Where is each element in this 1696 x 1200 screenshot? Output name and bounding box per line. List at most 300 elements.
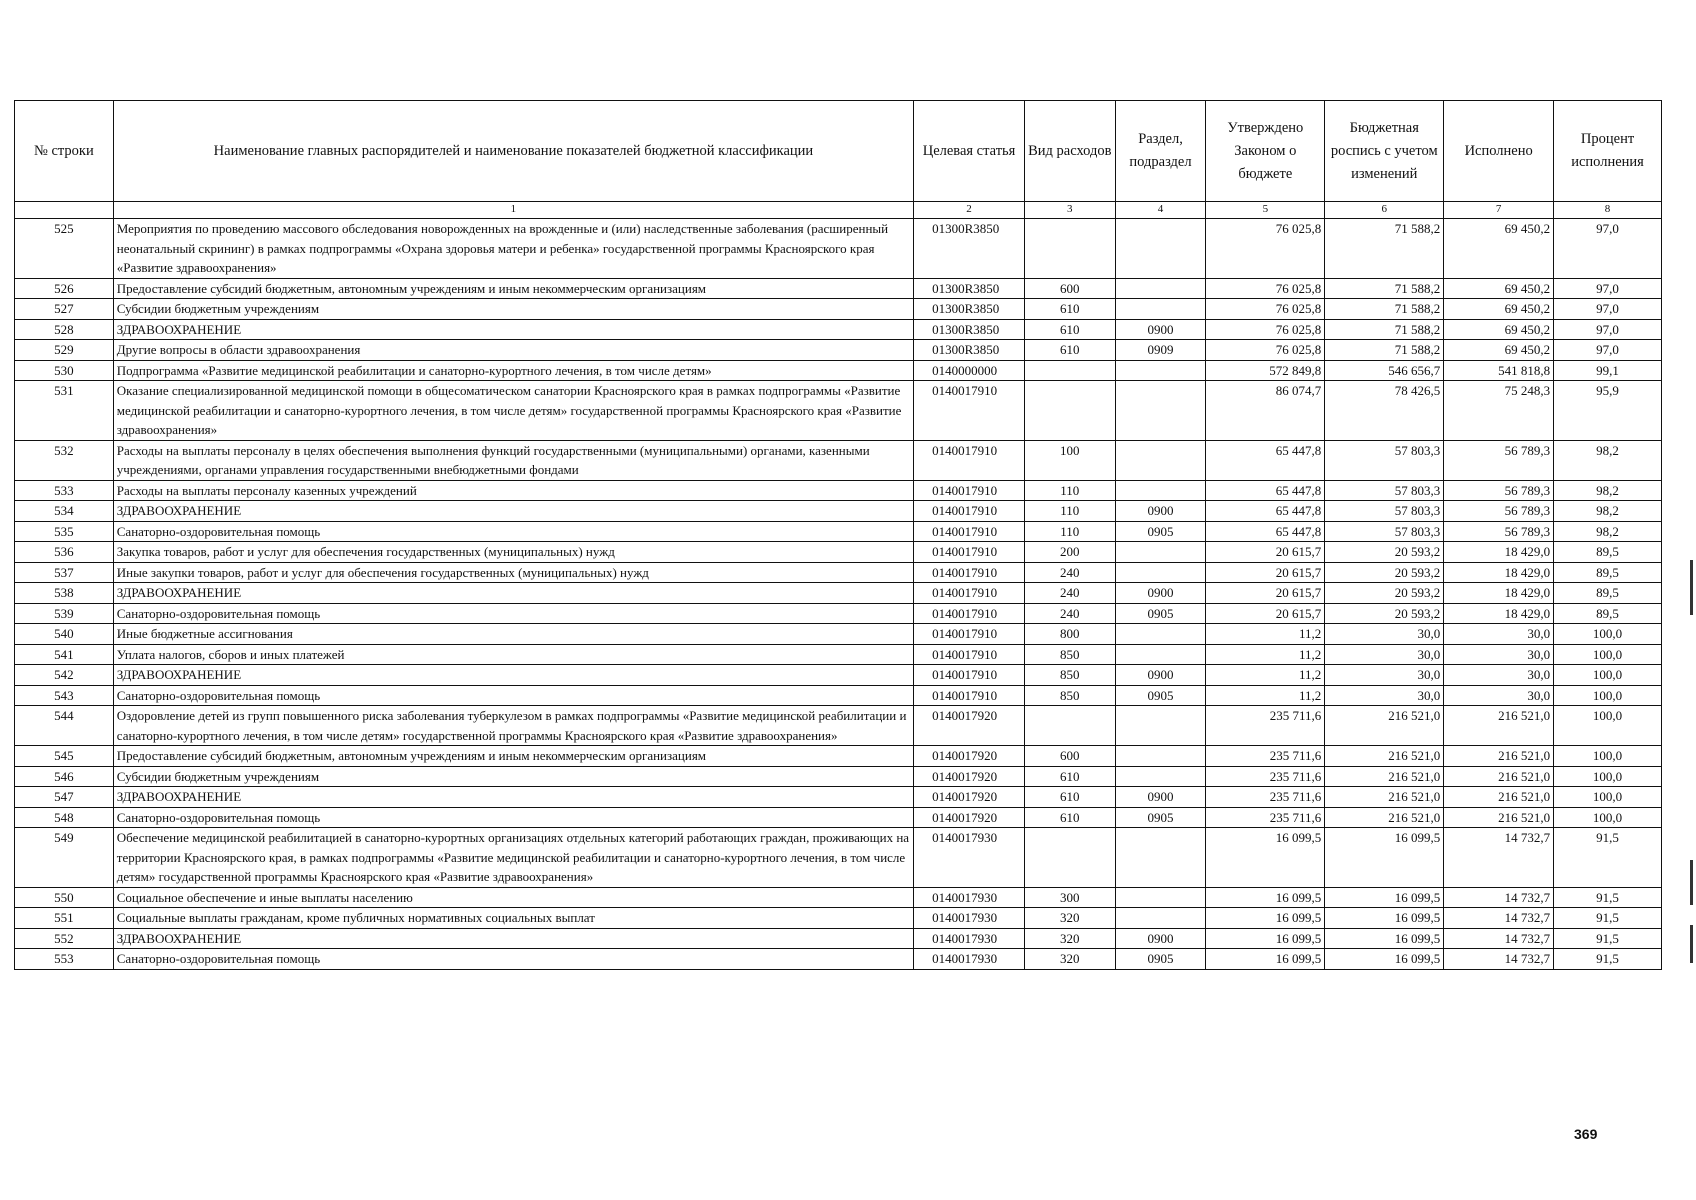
section-code: 0905: [1115, 807, 1206, 828]
row-number: 548: [15, 807, 114, 828]
approved-amount: 16 099,5: [1206, 887, 1325, 908]
executed-amount: 56 789,3: [1444, 521, 1554, 542]
execution-percent: 91,5: [1554, 828, 1662, 888]
expense-type-code: 110: [1024, 480, 1115, 501]
expense-type-code: 610: [1024, 787, 1115, 808]
approved-amount: 16 099,5: [1206, 928, 1325, 949]
table-row: [15, 603, 1662, 624]
schedule-amount: 30,0: [1325, 685, 1444, 706]
section-code: [1115, 381, 1206, 441]
row-number: 534: [15, 501, 114, 522]
indicator-name: Социальные выплаты гражданам, кроме публичных нормативных социальных выплат: [113, 908, 913, 929]
target-article-code: 01300R3850: [914, 340, 1025, 361]
executed-amount: 216 521,0: [1444, 766, 1554, 787]
table-row: [15, 644, 1662, 665]
execution-percent: 91,5: [1554, 908, 1662, 929]
expense-type-code: 200: [1024, 542, 1115, 563]
approved-amount: 65 447,8: [1206, 501, 1325, 522]
indicator-name: Оказание специализированной медицинской помощи в общесоматическом санатории Красноярского края в рамках подпрограммы «Развитие медицинской реабилитации и санаторно-курортного лечения, в том числе детям» государственной программы Красноярского края «Развитие здравоохранения»: [113, 381, 913, 441]
execution-percent: 97,0: [1554, 219, 1662, 279]
page-number: 369: [1574, 1126, 1598, 1142]
execution-percent: 100,0: [1554, 685, 1662, 706]
header-budget-schedule: Бюджетная роспись с учетом изменений: [1325, 101, 1444, 202]
executed-amount: 216 521,0: [1444, 706, 1554, 746]
schedule-amount: 71 588,2: [1325, 219, 1444, 279]
row-number: 529: [15, 340, 114, 361]
schedule-amount: 20 593,2: [1325, 542, 1444, 563]
header-percent: Процент исполнения: [1554, 101, 1662, 202]
indicator-name: Предоставление субсидий бюджетным, автономным учреждениям и иным некоммерческим организациям: [113, 746, 913, 767]
table-row: [15, 360, 1662, 381]
column-number: 8: [1554, 202, 1662, 219]
execution-percent: 100,0: [1554, 706, 1662, 746]
executed-amount: 30,0: [1444, 644, 1554, 665]
target-article-code: 0140017910: [914, 644, 1025, 665]
approved-amount: 20 615,7: [1206, 603, 1325, 624]
row-number: 526: [15, 278, 114, 299]
row-number: 541: [15, 644, 114, 665]
expense-type-code: 610: [1024, 340, 1115, 361]
section-code: [1115, 887, 1206, 908]
schedule-amount: 71 588,2: [1325, 278, 1444, 299]
execution-percent: 99,1: [1554, 360, 1662, 381]
section-code: 0900: [1115, 787, 1206, 808]
target-article-code: 01300R3850: [914, 319, 1025, 340]
row-number: 530: [15, 360, 114, 381]
target-article-code: 01300R3850: [914, 278, 1025, 299]
indicator-name: Уплата налогов, сборов и иных платежей: [113, 644, 913, 665]
executed-amount: 30,0: [1444, 624, 1554, 645]
table-row: [15, 340, 1662, 361]
executed-amount: 541 818,8: [1444, 360, 1554, 381]
executed-amount: 18 429,0: [1444, 583, 1554, 604]
row-number: 546: [15, 766, 114, 787]
target-article-code: 0140017910: [914, 521, 1025, 542]
executed-amount: 14 732,7: [1444, 949, 1554, 970]
schedule-amount: 30,0: [1325, 624, 1444, 645]
target-article-code: 0140017920: [914, 746, 1025, 767]
indicator-name: Субсидии бюджетным учреждениям: [113, 766, 913, 787]
section-code: [1115, 746, 1206, 767]
column-number: 1: [113, 202, 913, 219]
table-row: [15, 319, 1662, 340]
schedule-amount: 16 099,5: [1325, 908, 1444, 929]
executed-amount: 69 450,2: [1444, 278, 1554, 299]
schedule-amount: 216 521,0: [1325, 706, 1444, 746]
indicator-name: Оздоровление детей из групп повышенного риска заболевания туберкулезом в рамках подпрограммы «Развитие медицинской реабилитации и санаторно-курортного лечения, в том числе детям» государственной программы Красноярского края «Развитие здравоохранения»: [113, 706, 913, 746]
execution-percent: 97,0: [1554, 319, 1662, 340]
row-number: 547: [15, 787, 114, 808]
indicator-name: ЗДРАВООХРАНЕНИЕ: [113, 787, 913, 808]
section-code: [1115, 706, 1206, 746]
approved-amount: 76 025,8: [1206, 219, 1325, 279]
execution-percent: 100,0: [1554, 644, 1662, 665]
target-article-code: 0140017920: [914, 706, 1025, 746]
execution-percent: 98,2: [1554, 521, 1662, 542]
row-number: 545: [15, 746, 114, 767]
target-article-code: 0140017910: [914, 583, 1025, 604]
table-row: [15, 665, 1662, 686]
row-number: 527: [15, 299, 114, 320]
approved-amount: 16 099,5: [1206, 949, 1325, 970]
approved-amount: 235 711,6: [1206, 807, 1325, 828]
executed-amount: 216 521,0: [1444, 746, 1554, 767]
schedule-amount: 16 099,5: [1325, 887, 1444, 908]
target-article-code: 0140017910: [914, 624, 1025, 645]
execution-percent: 91,5: [1554, 887, 1662, 908]
execution-percent: 89,5: [1554, 562, 1662, 583]
indicator-name: Субсидии бюджетным учреждениям: [113, 299, 913, 320]
schedule-amount: 546 656,7: [1325, 360, 1444, 381]
executed-amount: 18 429,0: [1444, 542, 1554, 563]
executed-amount: 30,0: [1444, 685, 1554, 706]
header-expense-type: Вид расходов: [1024, 101, 1115, 202]
indicator-name: ЗДРАВООХРАНЕНИЕ: [113, 319, 913, 340]
target-article-code: 0140017930: [914, 887, 1025, 908]
executed-amount: 216 521,0: [1444, 787, 1554, 808]
section-code: [1115, 299, 1206, 320]
schedule-amount: 71 588,2: [1325, 340, 1444, 361]
row-number: 553: [15, 949, 114, 970]
column-number: 4: [1115, 202, 1206, 219]
expense-type-code: 110: [1024, 501, 1115, 522]
row-number: 536: [15, 542, 114, 563]
execution-percent: 100,0: [1554, 665, 1662, 686]
table-row: [15, 440, 1662, 480]
approved-amount: 235 711,6: [1206, 706, 1325, 746]
execution-percent: 100,0: [1554, 807, 1662, 828]
indicator-name: Социальное обеспечение и иные выплаты населению: [113, 887, 913, 908]
target-article-code: 01300R3850: [914, 299, 1025, 320]
table-row: [15, 299, 1662, 320]
schedule-amount: 216 521,0: [1325, 787, 1444, 808]
approved-amount: 235 711,6: [1206, 746, 1325, 767]
section-code: [1115, 766, 1206, 787]
expense-type-code: [1024, 381, 1115, 441]
row-number: 528: [15, 319, 114, 340]
section-code: [1115, 278, 1206, 299]
section-code: [1115, 562, 1206, 583]
indicator-name: Иные бюджетные ассигнования: [113, 624, 913, 645]
row-number: 542: [15, 665, 114, 686]
table-row: [15, 706, 1662, 746]
expense-type-code: 300: [1024, 887, 1115, 908]
expense-type-code: 610: [1024, 299, 1115, 320]
execution-percent: 100,0: [1554, 624, 1662, 645]
executed-amount: 56 789,3: [1444, 501, 1554, 522]
schedule-amount: 20 593,2: [1325, 583, 1444, 604]
section-code: 0900: [1115, 501, 1206, 522]
approved-amount: 86 074,7: [1206, 381, 1325, 441]
approved-amount: 11,2: [1206, 644, 1325, 665]
table-row: [15, 787, 1662, 808]
target-article-code: 0140017930: [914, 908, 1025, 929]
target-article-code: 0140017910: [914, 381, 1025, 441]
executed-amount: 69 450,2: [1444, 340, 1554, 361]
indicator-name: Обеспечение медицинской реабилитацией в санаторно-курортных организациях отдельных категорий работающих граждан, проживающих на территории Красноярского края, в рамках подпрограммы «Развитие медицинской реабилитации и санаторно-курортного лечения, в том числе детям» государственной программы Красноярского края «Развитие здравоохранения»: [113, 828, 913, 888]
row-number: 533: [15, 480, 114, 501]
approved-amount: 20 615,7: [1206, 562, 1325, 583]
executed-amount: 75 248,3: [1444, 381, 1554, 441]
table-row: [15, 501, 1662, 522]
execution-percent: 97,0: [1554, 278, 1662, 299]
executed-amount: 69 450,2: [1444, 319, 1554, 340]
executed-amount: 56 789,3: [1444, 440, 1554, 480]
table-row: [15, 278, 1662, 299]
section-code: [1115, 624, 1206, 645]
expense-type-code: [1024, 219, 1115, 279]
target-article-code: 0140017910: [914, 542, 1025, 563]
expense-type-code: 610: [1024, 807, 1115, 828]
executed-amount: 14 732,7: [1444, 887, 1554, 908]
approved-amount: 11,2: [1206, 665, 1325, 686]
executed-amount: 30,0: [1444, 665, 1554, 686]
execution-percent: 100,0: [1554, 766, 1662, 787]
executed-amount: 69 450,2: [1444, 299, 1554, 320]
table-row: [15, 746, 1662, 767]
section-code: 0900: [1115, 928, 1206, 949]
header-row-no: № строки: [15, 101, 114, 202]
section-code: 0909: [1115, 340, 1206, 361]
indicator-name: Санаторно-оздоровительная помощь: [113, 603, 913, 624]
section-code: [1115, 828, 1206, 888]
schedule-amount: 57 803,3: [1325, 480, 1444, 501]
column-number: 3: [1024, 202, 1115, 219]
table-row: [15, 685, 1662, 706]
indicator-name: Расходы на выплаты персоналу казенных учреждений: [113, 480, 913, 501]
table-row: [15, 887, 1662, 908]
indicator-name: ЗДРАВООХРАНЕНИЕ: [113, 583, 913, 604]
executed-amount: 14 732,7: [1444, 928, 1554, 949]
target-article-code: 0140017910: [914, 501, 1025, 522]
executed-amount: 56 789,3: [1444, 480, 1554, 501]
executed-amount: 18 429,0: [1444, 562, 1554, 583]
section-code: [1115, 360, 1206, 381]
section-code: [1115, 908, 1206, 929]
executed-amount: 69 450,2: [1444, 219, 1554, 279]
scan-edge-mark: [1690, 925, 1693, 963]
schedule-amount: 16 099,5: [1325, 928, 1444, 949]
section-code: 0905: [1115, 685, 1206, 706]
expense-type-code: 320: [1024, 928, 1115, 949]
table-row: [15, 583, 1662, 604]
schedule-amount: 30,0: [1325, 644, 1444, 665]
table-row: [15, 624, 1662, 645]
expense-type-code: 100: [1024, 440, 1115, 480]
section-code: 0905: [1115, 603, 1206, 624]
column-number-row: [15, 202, 1662, 219]
execution-percent: 98,2: [1554, 501, 1662, 522]
expense-type-code: 110: [1024, 521, 1115, 542]
target-article-code: 0140000000: [914, 360, 1025, 381]
indicator-name: Предоставление субсидий бюджетным, автономным учреждениям и иным некоммерческим организациям: [113, 278, 913, 299]
target-article-code: 0140017930: [914, 949, 1025, 970]
approved-amount: 76 025,8: [1206, 319, 1325, 340]
approved-amount: 11,2: [1206, 685, 1325, 706]
expense-type-code: 800: [1024, 624, 1115, 645]
target-article-code: 0140017910: [914, 480, 1025, 501]
row-number: 539: [15, 603, 114, 624]
header-approved: Утверждено Законом о бюджете: [1206, 101, 1325, 202]
row-number: 544: [15, 706, 114, 746]
column-number: 6: [1325, 202, 1444, 219]
target-article-code: 0140017930: [914, 928, 1025, 949]
execution-percent: 89,5: [1554, 542, 1662, 563]
header-target-article: Целевая статья: [914, 101, 1025, 202]
execution-percent: 100,0: [1554, 746, 1662, 767]
executed-amount: 14 732,7: [1444, 908, 1554, 929]
executed-amount: 216 521,0: [1444, 807, 1554, 828]
table-body: [15, 219, 1662, 970]
target-article-code: 0140017910: [914, 665, 1025, 686]
row-number: 531: [15, 381, 114, 441]
row-number: 540: [15, 624, 114, 645]
expense-type-code: 320: [1024, 949, 1115, 970]
execution-percent: 89,5: [1554, 583, 1662, 604]
section-code: 0900: [1115, 583, 1206, 604]
indicator-name: Закупка товаров, работ и услуг для обеспечения государственных (муниципальных) нужд: [113, 542, 913, 563]
row-number: 535: [15, 521, 114, 542]
expense-type-code: 600: [1024, 278, 1115, 299]
approved-amount: 572 849,8: [1206, 360, 1325, 381]
indicator-name: Санаторно-оздоровительная помощь: [113, 949, 913, 970]
schedule-amount: 57 803,3: [1325, 501, 1444, 522]
indicator-name: Подпрограмма «Развитие медицинской реабилитации и санаторно-курортного лечения, в том числе детям»: [113, 360, 913, 381]
execution-percent: 91,5: [1554, 949, 1662, 970]
expense-type-code: 610: [1024, 766, 1115, 787]
approved-amount: 65 447,8: [1206, 521, 1325, 542]
target-article-code: 0140017920: [914, 787, 1025, 808]
schedule-amount: 20 593,2: [1325, 562, 1444, 583]
row-number: 543: [15, 685, 114, 706]
indicator-name: Санаторно-оздоровительная помощь: [113, 521, 913, 542]
indicator-name: ЗДРАВООХРАНЕНИЕ: [113, 501, 913, 522]
section-code: [1115, 480, 1206, 501]
row-number: 552: [15, 928, 114, 949]
section-code: 0900: [1115, 319, 1206, 340]
row-number: 525: [15, 219, 114, 279]
section-code: [1115, 644, 1206, 665]
schedule-amount: 20 593,2: [1325, 603, 1444, 624]
table-row: [15, 521, 1662, 542]
indicator-name: Другие вопросы в области здравоохранения: [113, 340, 913, 361]
executed-amount: 18 429,0: [1444, 603, 1554, 624]
table-row: [15, 480, 1662, 501]
column-number: [15, 202, 114, 219]
expense-type-code: 320: [1024, 908, 1115, 929]
table-row: [15, 928, 1662, 949]
table-row: [15, 562, 1662, 583]
schedule-amount: 78 426,5: [1325, 381, 1444, 441]
approved-amount: 235 711,6: [1206, 787, 1325, 808]
schedule-amount: 71 588,2: [1325, 299, 1444, 320]
header-name: Наименование главных распорядителей и наименование показателей бюджетной классификации: [113, 101, 913, 202]
table-row: [15, 949, 1662, 970]
schedule-amount: 57 803,3: [1325, 521, 1444, 542]
execution-percent: 98,2: [1554, 480, 1662, 501]
approved-amount: 235 711,6: [1206, 766, 1325, 787]
indicator-name: Санаторно-оздоровительная помощь: [113, 807, 913, 828]
target-article-code: 0140017920: [914, 766, 1025, 787]
schedule-amount: 216 521,0: [1325, 807, 1444, 828]
section-code: [1115, 440, 1206, 480]
table-row: [15, 381, 1662, 441]
row-number: 537: [15, 562, 114, 583]
execution-percent: 91,5: [1554, 928, 1662, 949]
row-number: 549: [15, 828, 114, 888]
indicator-name: Санаторно-оздоровительная помощь: [113, 685, 913, 706]
approved-amount: 76 025,8: [1206, 278, 1325, 299]
table-row: [15, 219, 1662, 279]
target-article-code: 0140017910: [914, 685, 1025, 706]
execution-percent: 100,0: [1554, 787, 1662, 808]
execution-percent: 89,5: [1554, 603, 1662, 624]
expense-type-code: 600: [1024, 746, 1115, 767]
expense-type-code: 850: [1024, 665, 1115, 686]
row-number: 550: [15, 887, 114, 908]
table-row: [15, 828, 1662, 888]
indicator-name: Расходы на выплаты персоналу в целях обеспечения выполнения функций государственными (муниципальными) органами, казенными учреждениями, органами управления государственными внебюджетными фондами: [113, 440, 913, 480]
row-number: 551: [15, 908, 114, 929]
table-row: [15, 542, 1662, 563]
execution-percent: 98,2: [1554, 440, 1662, 480]
column-number: 7: [1444, 202, 1554, 219]
target-article-code: 01300R3850: [914, 219, 1025, 279]
scan-edge-mark: [1690, 860, 1693, 905]
expense-type-code: 240: [1024, 603, 1115, 624]
approved-amount: 76 025,8: [1206, 299, 1325, 320]
schedule-amount: 57 803,3: [1325, 440, 1444, 480]
target-article-code: 0140017910: [914, 562, 1025, 583]
target-article-code: 0140017930: [914, 828, 1025, 888]
approved-amount: 65 447,8: [1206, 440, 1325, 480]
approved-amount: 20 615,7: [1206, 583, 1325, 604]
schedule-amount: 216 521,0: [1325, 766, 1444, 787]
execution-percent: 97,0: [1554, 340, 1662, 361]
expense-type-code: 240: [1024, 583, 1115, 604]
target-article-code: 0140017910: [914, 603, 1025, 624]
column-number: 5: [1206, 202, 1325, 219]
schedule-amount: 216 521,0: [1325, 746, 1444, 767]
scan-edge-mark: [1690, 560, 1693, 615]
expense-type-code: [1024, 706, 1115, 746]
table-header-row: [15, 101, 1662, 202]
approved-amount: 16 099,5: [1206, 908, 1325, 929]
expense-type-code: 240: [1024, 562, 1115, 583]
table-row: [15, 807, 1662, 828]
section-code: 0900: [1115, 665, 1206, 686]
section-code: [1115, 542, 1206, 563]
executed-amount: 14 732,7: [1444, 828, 1554, 888]
execution-percent: 97,0: [1554, 299, 1662, 320]
column-number: 2: [914, 202, 1025, 219]
expense-type-code: 850: [1024, 685, 1115, 706]
table-row: [15, 766, 1662, 787]
header-executed: Исполнено: [1444, 101, 1554, 202]
target-article-code: 0140017910: [914, 440, 1025, 480]
section-code: [1115, 219, 1206, 279]
expense-type-code: 850: [1024, 644, 1115, 665]
execution-percent: 95,9: [1554, 381, 1662, 441]
budget-table: [14, 100, 1662, 970]
schedule-amount: 16 099,5: [1325, 828, 1444, 888]
schedule-amount: 16 099,5: [1325, 949, 1444, 970]
row-number: 538: [15, 583, 114, 604]
indicator-name: ЗДРАВООХРАНЕНИЕ: [113, 665, 913, 686]
approved-amount: 76 025,8: [1206, 340, 1325, 361]
expense-type-code: 610: [1024, 319, 1115, 340]
indicator-name: Иные закупки товаров, работ и услуг для обеспечения государственных (муниципальных) нужд: [113, 562, 913, 583]
